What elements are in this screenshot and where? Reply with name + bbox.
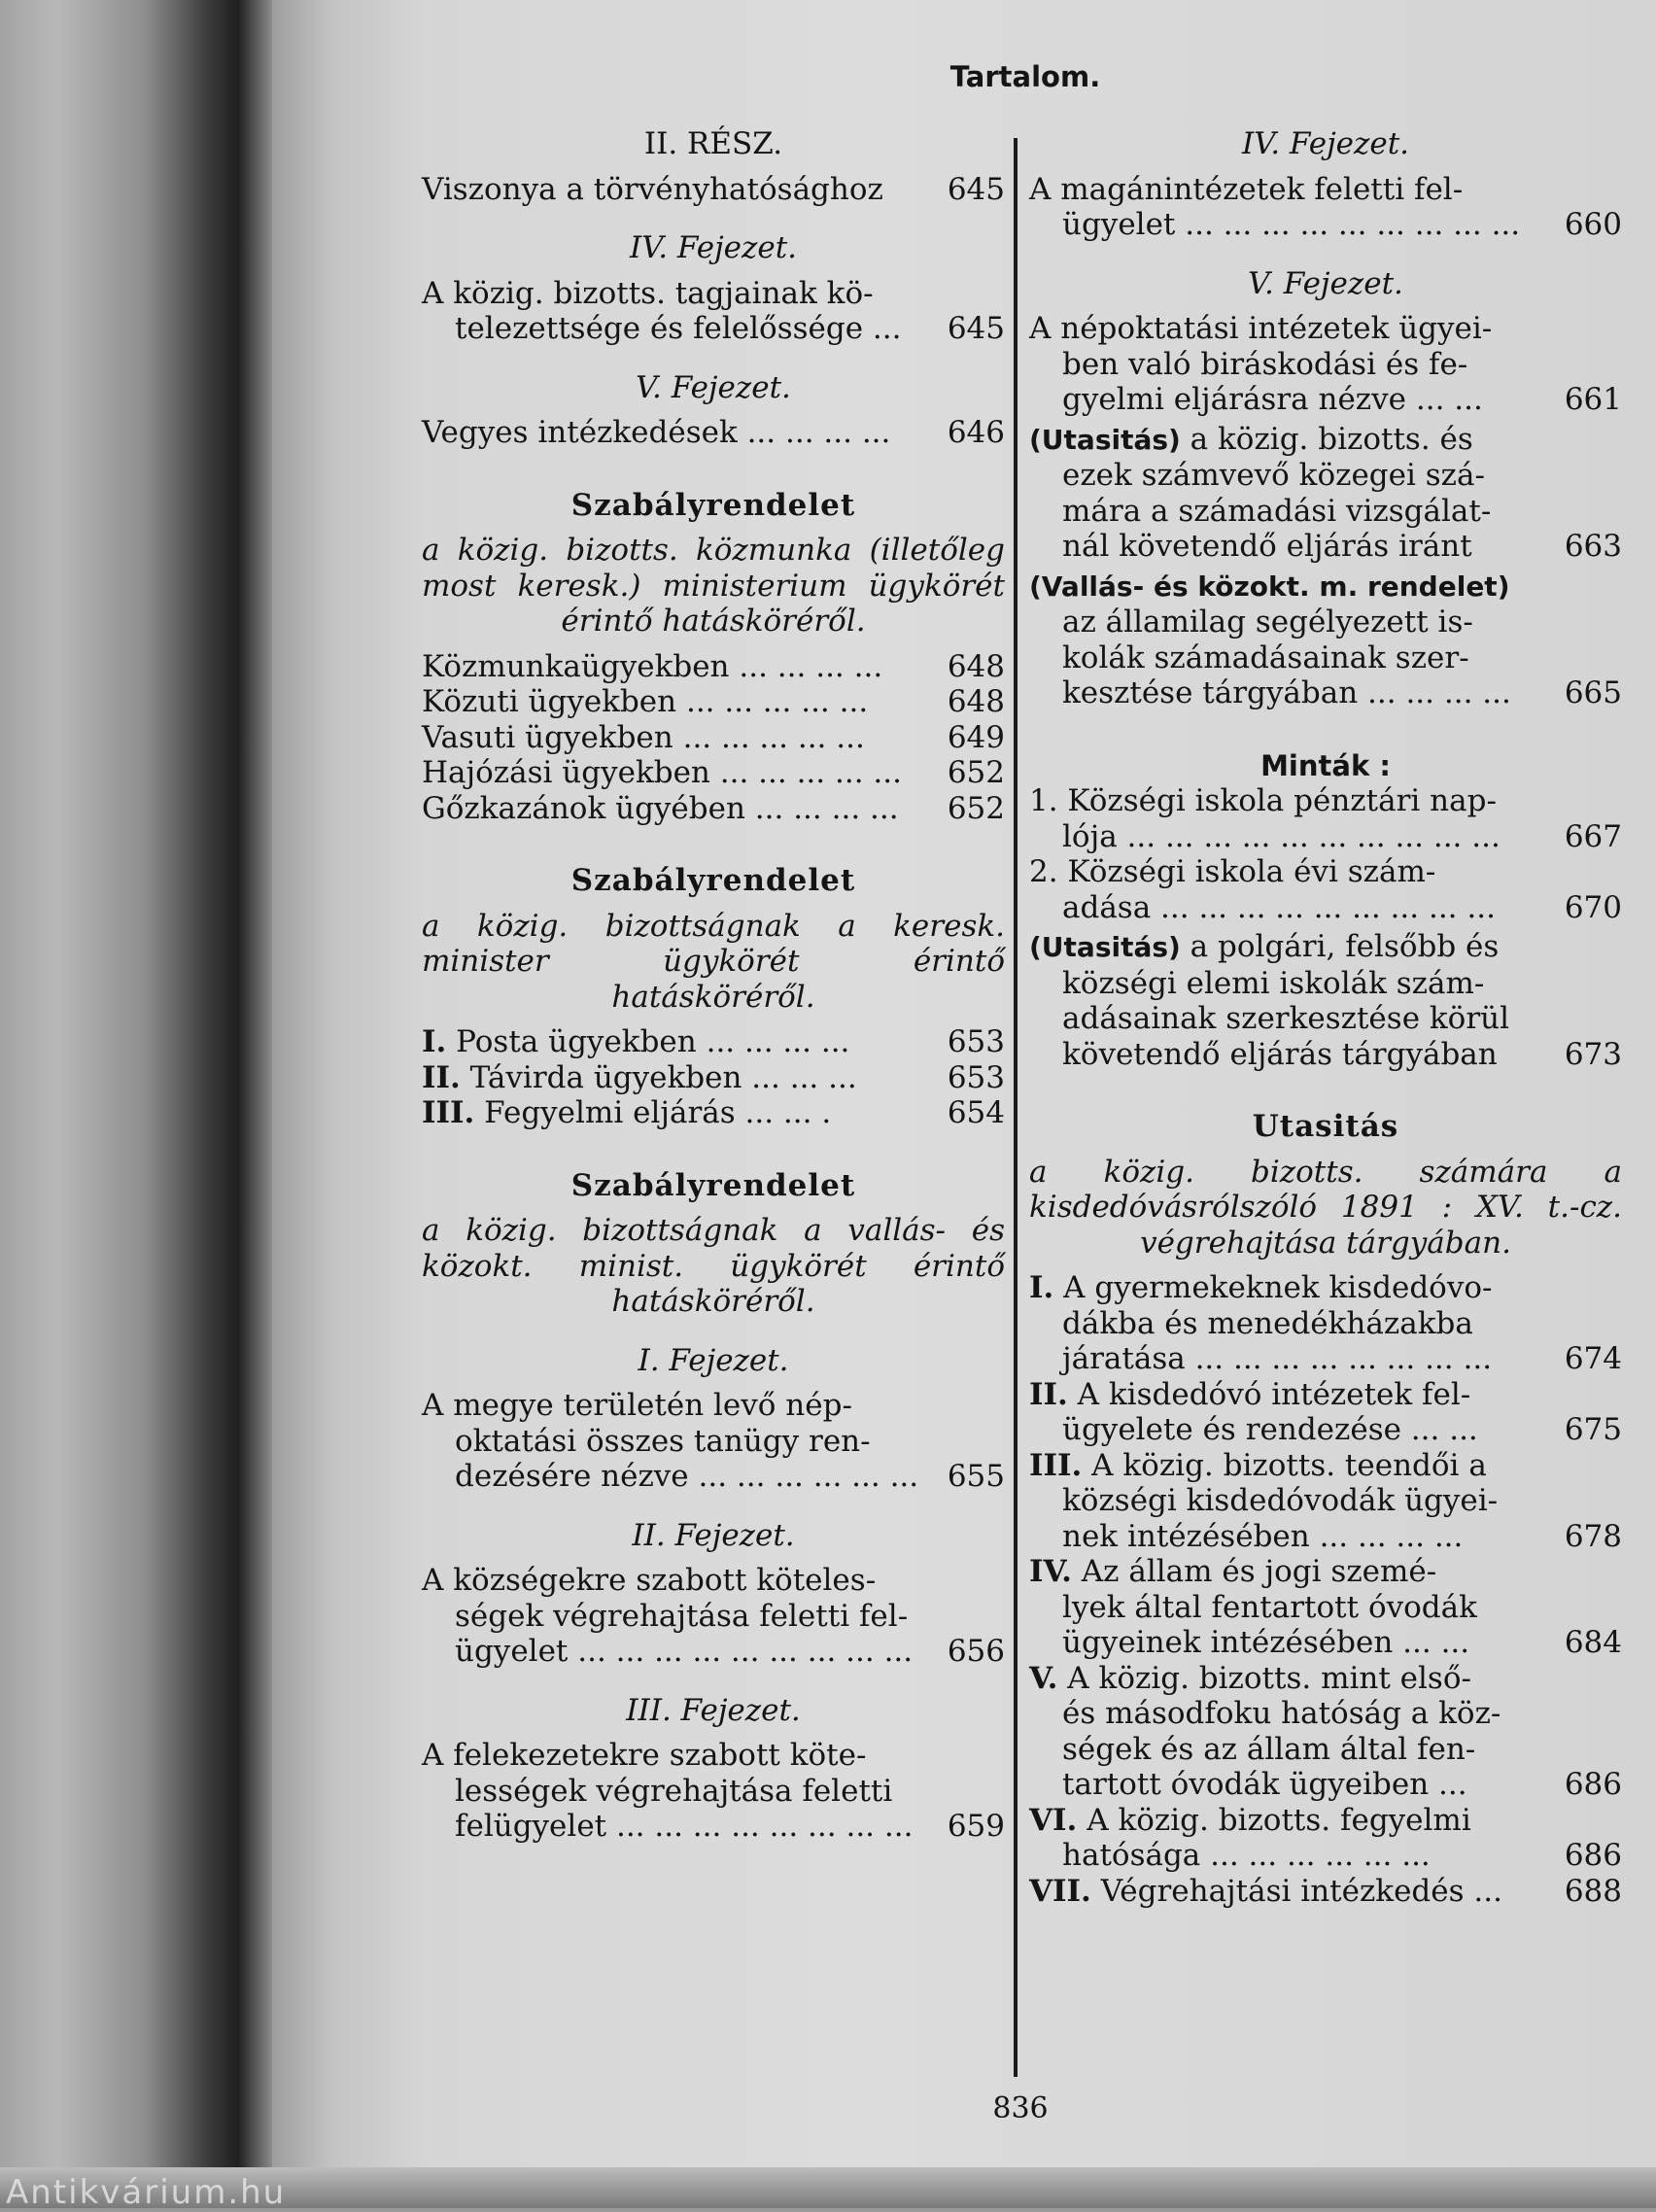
toc-entry-text [1029, 1554, 1544, 1661]
spacer [1029, 1261, 1622, 1270]
toc-entry-title: Fegyelmi eljárás ... ... . [484, 1095, 832, 1130]
chapter-heading: IV. Fejezet. [629, 230, 798, 265]
part-title: II. RÉSZ. [643, 126, 783, 161]
toc-page-number: 678 [1564, 1518, 1622, 1554]
toc-entry [1029, 1377, 1622, 1448]
toc-entry-text: Viszonya a törvényhatósághoz [422, 171, 883, 207]
toc-entry [422, 1095, 1005, 1131]
toc-page-number: 653 [947, 1024, 1005, 1059]
toc-page-number: 655 [947, 1459, 1005, 1494]
toc-page-number: 646 [947, 415, 1005, 450]
toc-entry-text [1029, 1803, 1544, 1874]
section-description: a közig. bizottságnak a keresk. minister ügykörét érintő hatásköréről. [422, 908, 1005, 1015]
toc-entry-number: III. [1029, 1447, 1083, 1483]
toc-entry-lead: (Vallás- és közokt. m. rendelet) [1029, 570, 1510, 603]
toc-page-number: 684 [1564, 1625, 1622, 1660]
toc-entry-text [422, 1060, 927, 1096]
toc-entry [422, 755, 1005, 791]
spacer [422, 639, 1005, 649]
toc-entry [1029, 1270, 1622, 1377]
toc-entry-text: A magánintézetek feletti fel- ügyelet ... ... ... ... ... ... ... ... ... [1029, 171, 1521, 242]
toc-entry-text: A népoktatási intézetek ügyei- ben való biráskodási és fe- gyelmi eljárásra nézve ... ... [1029, 311, 1493, 417]
toc-entry-text: Közmunkaügyekben ... ... ... ... [422, 648, 883, 684]
toc-entry-number: I. [1029, 1270, 1054, 1305]
spacer [422, 1378, 1005, 1388]
toc-entry-text [422, 1095, 927, 1131]
spacer [422, 826, 1005, 863]
toc-page-number: 652 [947, 755, 1005, 790]
toc-page-number: 686 [1564, 1838, 1622, 1873]
toc-entry [422, 415, 1005, 451]
toc-entry [1029, 422, 1622, 565]
toc-page-number: 659 [947, 1809, 1005, 1844]
spacer [422, 1131, 1005, 1168]
toc-page-number: 649 [947, 719, 1005, 755]
toc-page-number: 645 [947, 171, 1005, 207]
toc-entry-number: VI. [1029, 1802, 1078, 1838]
spacer [422, 1553, 1005, 1563]
toc-entry-text: Gőzkazánok ügyében ... ... ... ... [422, 790, 899, 826]
toc-entry [1029, 569, 1622, 711]
toc-entry [1029, 1661, 1622, 1803]
toc-entry-number: II. [422, 1059, 461, 1095]
toc-entry [422, 649, 1005, 685]
toc-entry-title: A gyermekeknek kisdedóvo- dákba és menedékházakba járatása ... ... ... ... ... ... ... ... [1062, 1270, 1493, 1376]
toc-page-number: 667 [1564, 818, 1622, 854]
section-description: a közig. bizotts. számára a kisdedóvásrólszóló 1891 : XV. t.-cz. végrehajtása tárgyában. [1029, 1154, 1622, 1261]
toc-entry-text: A közig. bizotts. tagjainak kö- telezettsége és felelőssége ... [422, 275, 902, 346]
toc-entry-text [1029, 929, 1544, 1072]
toc-entry-number: III. [422, 1095, 475, 1130]
toc-entry-lead: (Utasitás) [1029, 423, 1181, 456]
chapter-heading: V. Fejezet. [636, 369, 791, 405]
chapter-heading: V. Fejezet. [1248, 265, 1403, 301]
toc-page-number: 652 [947, 790, 1005, 826]
toc-page-number: 673 [1564, 1036, 1622, 1072]
toc-entry [422, 684, 1005, 720]
toc-entry [422, 791, 1005, 827]
toc-entry-title: Posta ügyekben ... ... ... ... [456, 1024, 850, 1059]
toc-entry-title: a polgári, felsőbb és községi elemi iskolák szám- adásainak szerkesztése körül követendő eljárás tárgyában [1062, 929, 1510, 1072]
toc-entry-number: II. [1029, 1376, 1068, 1412]
toc-entry-text: A felekezetekre szabott köte- lességek végrehajtása feletti felügyelet ... ... ... ... ... ... ... ... [422, 1738, 914, 1844]
toc-entry [1029, 783, 1622, 854]
spacer [1029, 162, 1622, 172]
toc-entry [1029, 1803, 1622, 1874]
toc-entry-number: V. [1029, 1660, 1058, 1696]
toc-page-number: 688 [1564, 1873, 1622, 1909]
toc-page-number: 654 [947, 1095, 1005, 1130]
toc-entry [422, 1388, 1005, 1495]
left-column [422, 126, 1005, 1845]
toc-entry [422, 720, 1005, 756]
section-heading: Szabályrendelet [570, 863, 856, 898]
chapter-heading: I. Fejezet. [638, 1342, 789, 1378]
spacer [422, 1495, 1005, 1518]
toc-entry-text: Vasuti ügyekben ... ... ... ... ... [422, 719, 865, 755]
spacer [1029, 301, 1622, 311]
toc-page-number: 675 [1564, 1412, 1622, 1447]
toc-entry-title: A kisdedóvó intézetek fel- ügyelete és rendezése ... ... [1062, 1376, 1478, 1447]
spacer [422, 405, 1005, 415]
toc-entry [1029, 1874, 1622, 1910]
toc-entry [422, 172, 1005, 208]
toc-entry-title: A közig. bizotts. fegyelmi hatósága ... ... ... ... ... ... [1062, 1802, 1471, 1873]
toc-entry-text [422, 1024, 927, 1060]
toc-entry-title: az államilag segélyezett is- kolák számadásainak szer- kesztése tárgyában ... ... ... ... [1062, 605, 1511, 710]
toc-page-number: 665 [1564, 675, 1622, 710]
toc-entry-text [1029, 1448, 1544, 1555]
toc-entry [1029, 1448, 1622, 1555]
spacer [422, 347, 1005, 370]
toc-page-number: 661 [1564, 382, 1622, 417]
toc-page-number: 686 [1564, 1767, 1622, 1802]
toc-page-number: 653 [947, 1059, 1005, 1095]
toc-entry-text: 2. Községi iskola évi szám- adása ... ... ... ... ... ... ... ... ... [1029, 854, 1496, 925]
section-heading: Utasitás [1252, 1109, 1399, 1144]
toc-entry-text [1029, 1377, 1544, 1448]
spacer [422, 1015, 1005, 1024]
toc-entry-title: A közig. bizotts. teendői a községi kisdedóvodák ügyei- nek intézésében ... ... ... ... [1062, 1447, 1499, 1554]
spacer [1029, 1145, 1622, 1155]
toc-entry [1029, 854, 1622, 925]
toc-page-number: 645 [947, 311, 1005, 346]
toc-entry [422, 1738, 1005, 1845]
toc-page-number: 656 [947, 1634, 1005, 1669]
toc-page-number: 660 [1564, 207, 1622, 242]
toc-entry-title: Végrehajtási intézkedés ... [1100, 1873, 1502, 1909]
section-description: a közig. bizotts. közmunka (illetőleg most keresk.) ministerium ügykörét érintő hatásköréről. [422, 533, 1005, 639]
watermark-text: Antikvárium.hu [6, 2173, 287, 2212]
toc-entry-text: Közuti ügyekben ... ... ... ... ... [422, 684, 869, 719]
toc-entry [422, 1060, 1005, 1096]
column-divider [1014, 138, 1018, 2077]
spacer [422, 162, 1005, 172]
toc-entry-text: 1. Községi iskola pénztári nap- lója ... ... ... ... ... ... ... ... ... ... [1029, 783, 1501, 854]
toc-entry [1029, 172, 1622, 243]
spacer [422, 207, 1005, 230]
book-spine-shadow [0, 0, 282, 2208]
toc-entry-title: Távirda ügyekben ... ... ... [469, 1059, 857, 1095]
toc-page-number: 663 [1564, 529, 1622, 564]
spacer [422, 266, 1005, 276]
right-column [1029, 126, 1622, 1909]
spacer [1029, 711, 1622, 748]
toc-entry-text: A megye területén levő nép- oktatási összes tanügy ren- dezésére nézve ... ... ... ... ... ... [422, 1388, 919, 1494]
toc-entry [422, 1024, 1005, 1060]
toc-entry [1029, 929, 1622, 1072]
toc-entry [1029, 311, 1622, 418]
toc-entry-title: A közig. bizotts. mint első- és másodfoku hatóság a köz- ségek és az állam által fen- tartott óvodák ügyeiben ... [1062, 1660, 1501, 1802]
toc-entry [422, 1563, 1005, 1670]
spacer [1029, 243, 1622, 266]
toc-entry-title: a közig. bizotts. és ezek számvevő közegei szá- mára a számadási vizsgálat- nál követendő eljárás iránt [1062, 421, 1492, 564]
toc-entry-text: Vegyes intézkedések ... ... ... ... [422, 415, 891, 450]
toc-entry [422, 276, 1005, 347]
toc-entry-lead: (Utasitás) [1029, 931, 1181, 963]
toc-entry-title: Az állam és jogi szemé- lyek által fentartott óvodák ügyeinek intézésében ... ... [1062, 1554, 1477, 1660]
spacer [422, 1320, 1005, 1343]
toc-entry-text [1029, 569, 1544, 711]
toc-entry [1029, 1554, 1622, 1661]
toc-entry-text: A községekre szabott köteles- ségek végrehajtása feletti fel- ügyelet ... ... ... ... ... ... ... ... ... [422, 1563, 914, 1669]
toc-entry-text [1029, 1661, 1544, 1803]
spacer [1029, 1072, 1622, 1109]
section-heading: Szabályrendelet [570, 487, 856, 523]
chapter-heading: IV. Fejezet. [1241, 126, 1410, 161]
chapter-heading: II. Fejezet. [632, 1517, 795, 1553]
toc-entry-number: VII. [1029, 1873, 1091, 1909]
section-description: a közig. bizottságnak a vallás- és közokt. minist. ügykörét érintő hatásköréről. [422, 1213, 1005, 1319]
spacer [422, 451, 1005, 488]
chapter-heading: III. Fejezet. [626, 1692, 801, 1728]
spacer [422, 1728, 1005, 1738]
toc-entry-text [1029, 1270, 1544, 1377]
toc-page-number: 670 [1564, 889, 1622, 925]
toc-entry-text [1029, 1874, 1544, 1910]
toc-entry-number: IV. [1029, 1554, 1072, 1589]
toc-entry-number: I. [422, 1024, 447, 1059]
spacer [422, 523, 1005, 533]
section-heading: Szabályrendelet [570, 1167, 856, 1203]
toc-page-number: 648 [947, 684, 1005, 719]
page-number: 836 [992, 2091, 1049, 2126]
spacer [422, 1670, 1005, 1693]
spacer [422, 899, 1005, 909]
toc-page-number: 648 [947, 648, 1005, 684]
toc-page-number: 674 [1564, 1341, 1622, 1376]
page-header: Tartalom. [949, 60, 1101, 93]
toc-entry-text: Hajózási ügyekben ... ... ... ... ... [422, 755, 902, 790]
toc-entry-text [1029, 422, 1544, 565]
spacer [422, 1203, 1005, 1213]
section-heading: Minták : [1260, 748, 1391, 782]
